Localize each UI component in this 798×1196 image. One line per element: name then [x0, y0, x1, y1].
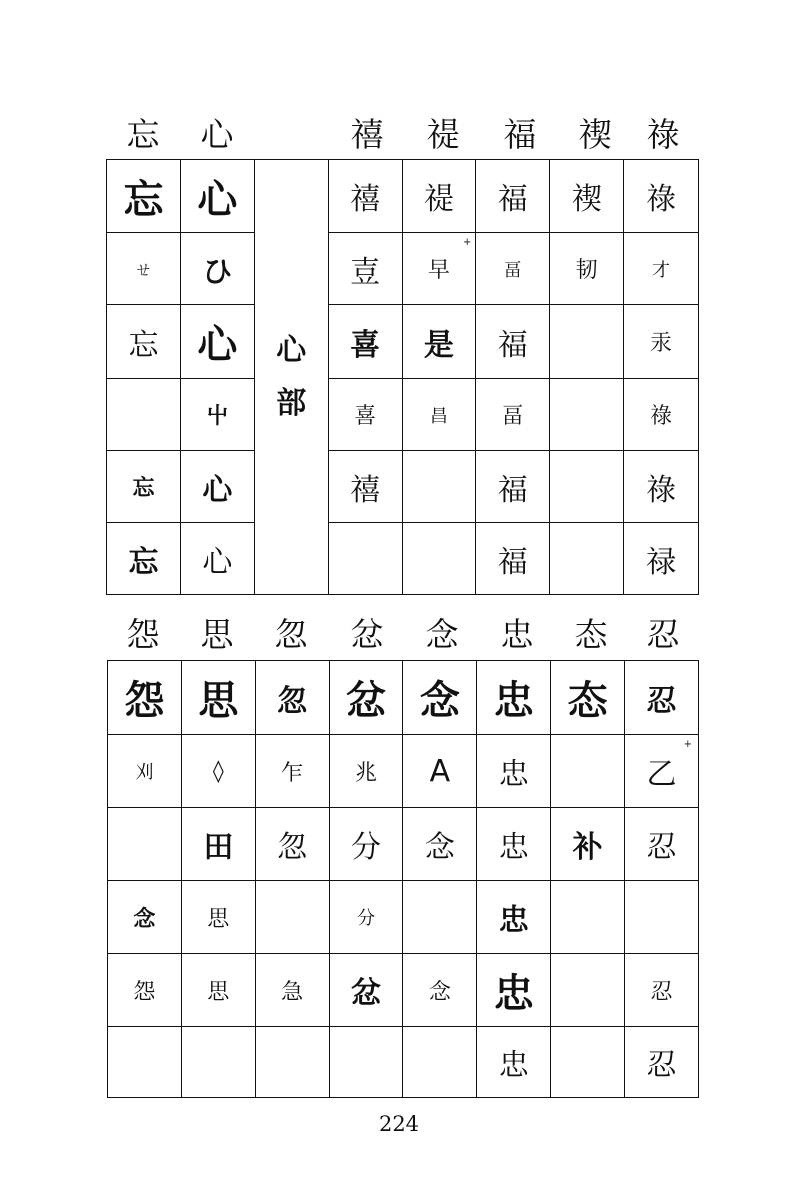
glyph: 思	[207, 906, 230, 932]
cell	[625, 735, 699, 808]
cell	[551, 1027, 625, 1098]
cell	[624, 379, 699, 451]
cell	[180, 160, 254, 233]
cell	[625, 954, 699, 1027]
glyph: 喜	[354, 404, 377, 429]
glyph: 祿	[646, 182, 677, 217]
cell	[108, 735, 182, 808]
cell	[402, 451, 476, 523]
glyph: 思	[207, 979, 230, 1005]
cell	[108, 881, 182, 954]
radical-label-1: 心	[276, 332, 307, 368]
cell	[550, 160, 624, 233]
cell	[476, 523, 550, 595]
cell	[550, 233, 624, 305]
glyph: 忠	[498, 903, 529, 938]
glyph: A	[429, 753, 451, 789]
cell	[180, 451, 254, 523]
cell	[107, 379, 181, 451]
glyph: 祿	[646, 472, 677, 508]
glyph: 心	[202, 544, 233, 580]
cell	[476, 379, 550, 451]
top-header-6: 福	[503, 115, 537, 154]
cell	[329, 1027, 403, 1098]
cell	[180, 379, 254, 451]
radical-label-2: 部	[276, 386, 307, 421]
glyph: 分	[351, 830, 382, 865]
top-header-7: 禊	[578, 115, 612, 154]
glyph: 福	[497, 182, 528, 217]
cell	[108, 661, 182, 735]
glyph: ひ	[202, 254, 233, 290]
glyph: 福	[497, 327, 528, 363]
cell	[477, 881, 551, 954]
cell	[625, 808, 699, 881]
cell	[329, 661, 403, 735]
cell	[107, 233, 181, 305]
glyph: 早	[427, 258, 450, 283]
cell	[107, 305, 181, 379]
cell	[403, 808, 477, 881]
cell	[551, 954, 625, 1027]
cell	[108, 808, 182, 881]
glyph: 忍	[646, 683, 677, 719]
page-number: 224	[378, 1112, 420, 1136]
glyph: 忠	[498, 830, 529, 865]
cell	[108, 954, 182, 1027]
glyph: 忽	[277, 830, 308, 865]
glyph: 心	[197, 175, 238, 223]
top-header-2: 心	[200, 115, 234, 154]
cell	[329, 735, 403, 808]
cell	[477, 808, 551, 881]
cell	[476, 305, 550, 379]
cell	[107, 160, 181, 233]
cell	[551, 881, 625, 954]
glyph: 禄	[646, 544, 677, 580]
bottom-header-2: 思	[200, 615, 234, 654]
bottom-header-1: 怨	[126, 615, 160, 654]
glyph: 福	[497, 472, 528, 508]
cell	[551, 735, 625, 808]
glyph: 忍	[650, 979, 673, 1005]
cell	[329, 808, 403, 881]
cell	[328, 523, 402, 595]
cell	[107, 523, 181, 595]
cell	[625, 661, 699, 735]
glyph: 念	[424, 830, 455, 865]
cell	[181, 881, 255, 954]
glyph: 忍	[646, 830, 677, 865]
glyph: 忘	[128, 327, 159, 363]
bottom-header-6: 忠	[500, 615, 534, 654]
glyph: 念	[428, 979, 451, 1005]
bottom-header-7: 态	[574, 615, 608, 654]
cell	[329, 954, 403, 1027]
glyph: 忠	[493, 969, 534, 1017]
cell	[625, 881, 699, 954]
glyph: 忠	[493, 677, 534, 724]
cell	[624, 451, 699, 523]
glyph: 怨	[133, 979, 156, 1005]
cell	[180, 233, 254, 305]
cell	[328, 379, 402, 451]
glyph: 念	[133, 905, 156, 932]
cell	[108, 1027, 182, 1098]
cell	[180, 523, 254, 595]
cell	[181, 661, 255, 735]
cell	[551, 808, 625, 881]
cell	[180, 305, 254, 379]
bottom-character-table	[107, 660, 699, 1098]
marker-dot: +	[683, 739, 692, 750]
cell	[329, 881, 403, 954]
radical-cell	[254, 160, 328, 595]
glyph: 急	[281, 979, 304, 1005]
cell	[328, 305, 402, 379]
cell	[402, 379, 476, 451]
glyph: 态	[567, 677, 608, 724]
glyph: 禧	[350, 472, 381, 508]
glyph: ◊	[212, 758, 224, 784]
cell	[403, 954, 477, 1027]
glyph: 汞	[650, 331, 673, 356]
cell	[328, 451, 402, 523]
cell	[403, 881, 477, 954]
cell	[625, 1027, 699, 1098]
cell	[402, 233, 476, 305]
cell	[476, 233, 550, 305]
glyph: 分	[357, 908, 376, 929]
cell	[255, 808, 329, 881]
glyph: 屮	[206, 403, 229, 429]
cell	[181, 735, 255, 808]
glyph: 喜	[350, 327, 381, 363]
cell	[255, 1027, 329, 1098]
top-header-5: 禔	[426, 115, 460, 154]
glyph: 禔	[423, 182, 454, 217]
cell	[255, 881, 329, 954]
cell	[181, 808, 255, 881]
glyph: 田	[203, 830, 234, 865]
cell	[477, 1027, 551, 1098]
cell	[550, 523, 624, 595]
glyph: 补	[572, 830, 603, 865]
glyph: 忿	[351, 976, 382, 1011]
cell	[551, 661, 625, 735]
cell	[403, 1027, 477, 1098]
glyph: 忘	[132, 475, 155, 501]
cell	[624, 233, 699, 305]
glyph: 忿	[346, 677, 387, 724]
bottom-header-5: 念	[425, 615, 459, 654]
glyph: 禊	[571, 182, 602, 217]
cell	[476, 451, 550, 523]
glyph: 福	[497, 544, 528, 580]
cell	[550, 379, 624, 451]
cell	[550, 451, 624, 523]
cell	[181, 1027, 255, 1098]
cell	[255, 954, 329, 1027]
glyph: 畐	[501, 404, 524, 429]
cell	[550, 305, 624, 379]
glyph: 才	[652, 259, 671, 281]
marker-dot: +	[462, 237, 472, 248]
cell	[402, 305, 476, 379]
cell	[403, 661, 477, 735]
cell	[328, 160, 402, 233]
cell	[477, 735, 551, 808]
cell	[255, 735, 329, 808]
glyph: 禧	[350, 182, 381, 217]
glyph: 忽	[277, 683, 308, 719]
cell	[402, 523, 476, 595]
cell	[624, 305, 699, 379]
cell	[624, 523, 699, 595]
glyph: 思	[198, 677, 239, 724]
glyph: 乙	[646, 757, 677, 792]
cell	[107, 451, 181, 523]
top-header-4: 禧	[350, 115, 384, 154]
cell	[477, 661, 551, 735]
cell	[181, 954, 255, 1027]
glyph: 忠	[498, 1048, 529, 1083]
glyph: 壴	[350, 254, 381, 290]
glyph: 怨	[124, 677, 165, 724]
glyph: 乍	[281, 760, 304, 786]
glyph: 畐	[503, 259, 522, 281]
cell	[477, 954, 551, 1027]
cell	[255, 661, 329, 735]
glyph: 祿	[650, 404, 673, 429]
glyph: 忠	[498, 757, 529, 792]
glyph: 韧	[575, 258, 598, 283]
top-header-1: 忘	[126, 115, 160, 154]
glyph: 兆	[355, 760, 378, 786]
glyph: 心	[202, 472, 233, 508]
bottom-header-8: 忍	[646, 615, 680, 654]
glyph: 昌	[429, 405, 448, 427]
glyph: 念	[419, 677, 460, 724]
glyph: 是	[423, 327, 454, 363]
glyph: 忍	[646, 1048, 677, 1083]
glyph: 心	[197, 321, 238, 368]
cell	[476, 160, 550, 233]
glyph: ㄝ	[134, 259, 153, 281]
cell	[328, 233, 402, 305]
bottom-header-4: 忿	[350, 615, 384, 654]
cell	[403, 735, 477, 808]
glyph: 忘	[128, 544, 159, 580]
cell	[624, 160, 699, 233]
top-character-table	[106, 159, 699, 595]
bottom-header-3: 忽	[274, 615, 308, 654]
cell	[402, 160, 476, 233]
glyph: 刈	[135, 762, 154, 783]
glyph: 忘	[123, 175, 164, 223]
top-header-8: 祿	[646, 115, 680, 154]
